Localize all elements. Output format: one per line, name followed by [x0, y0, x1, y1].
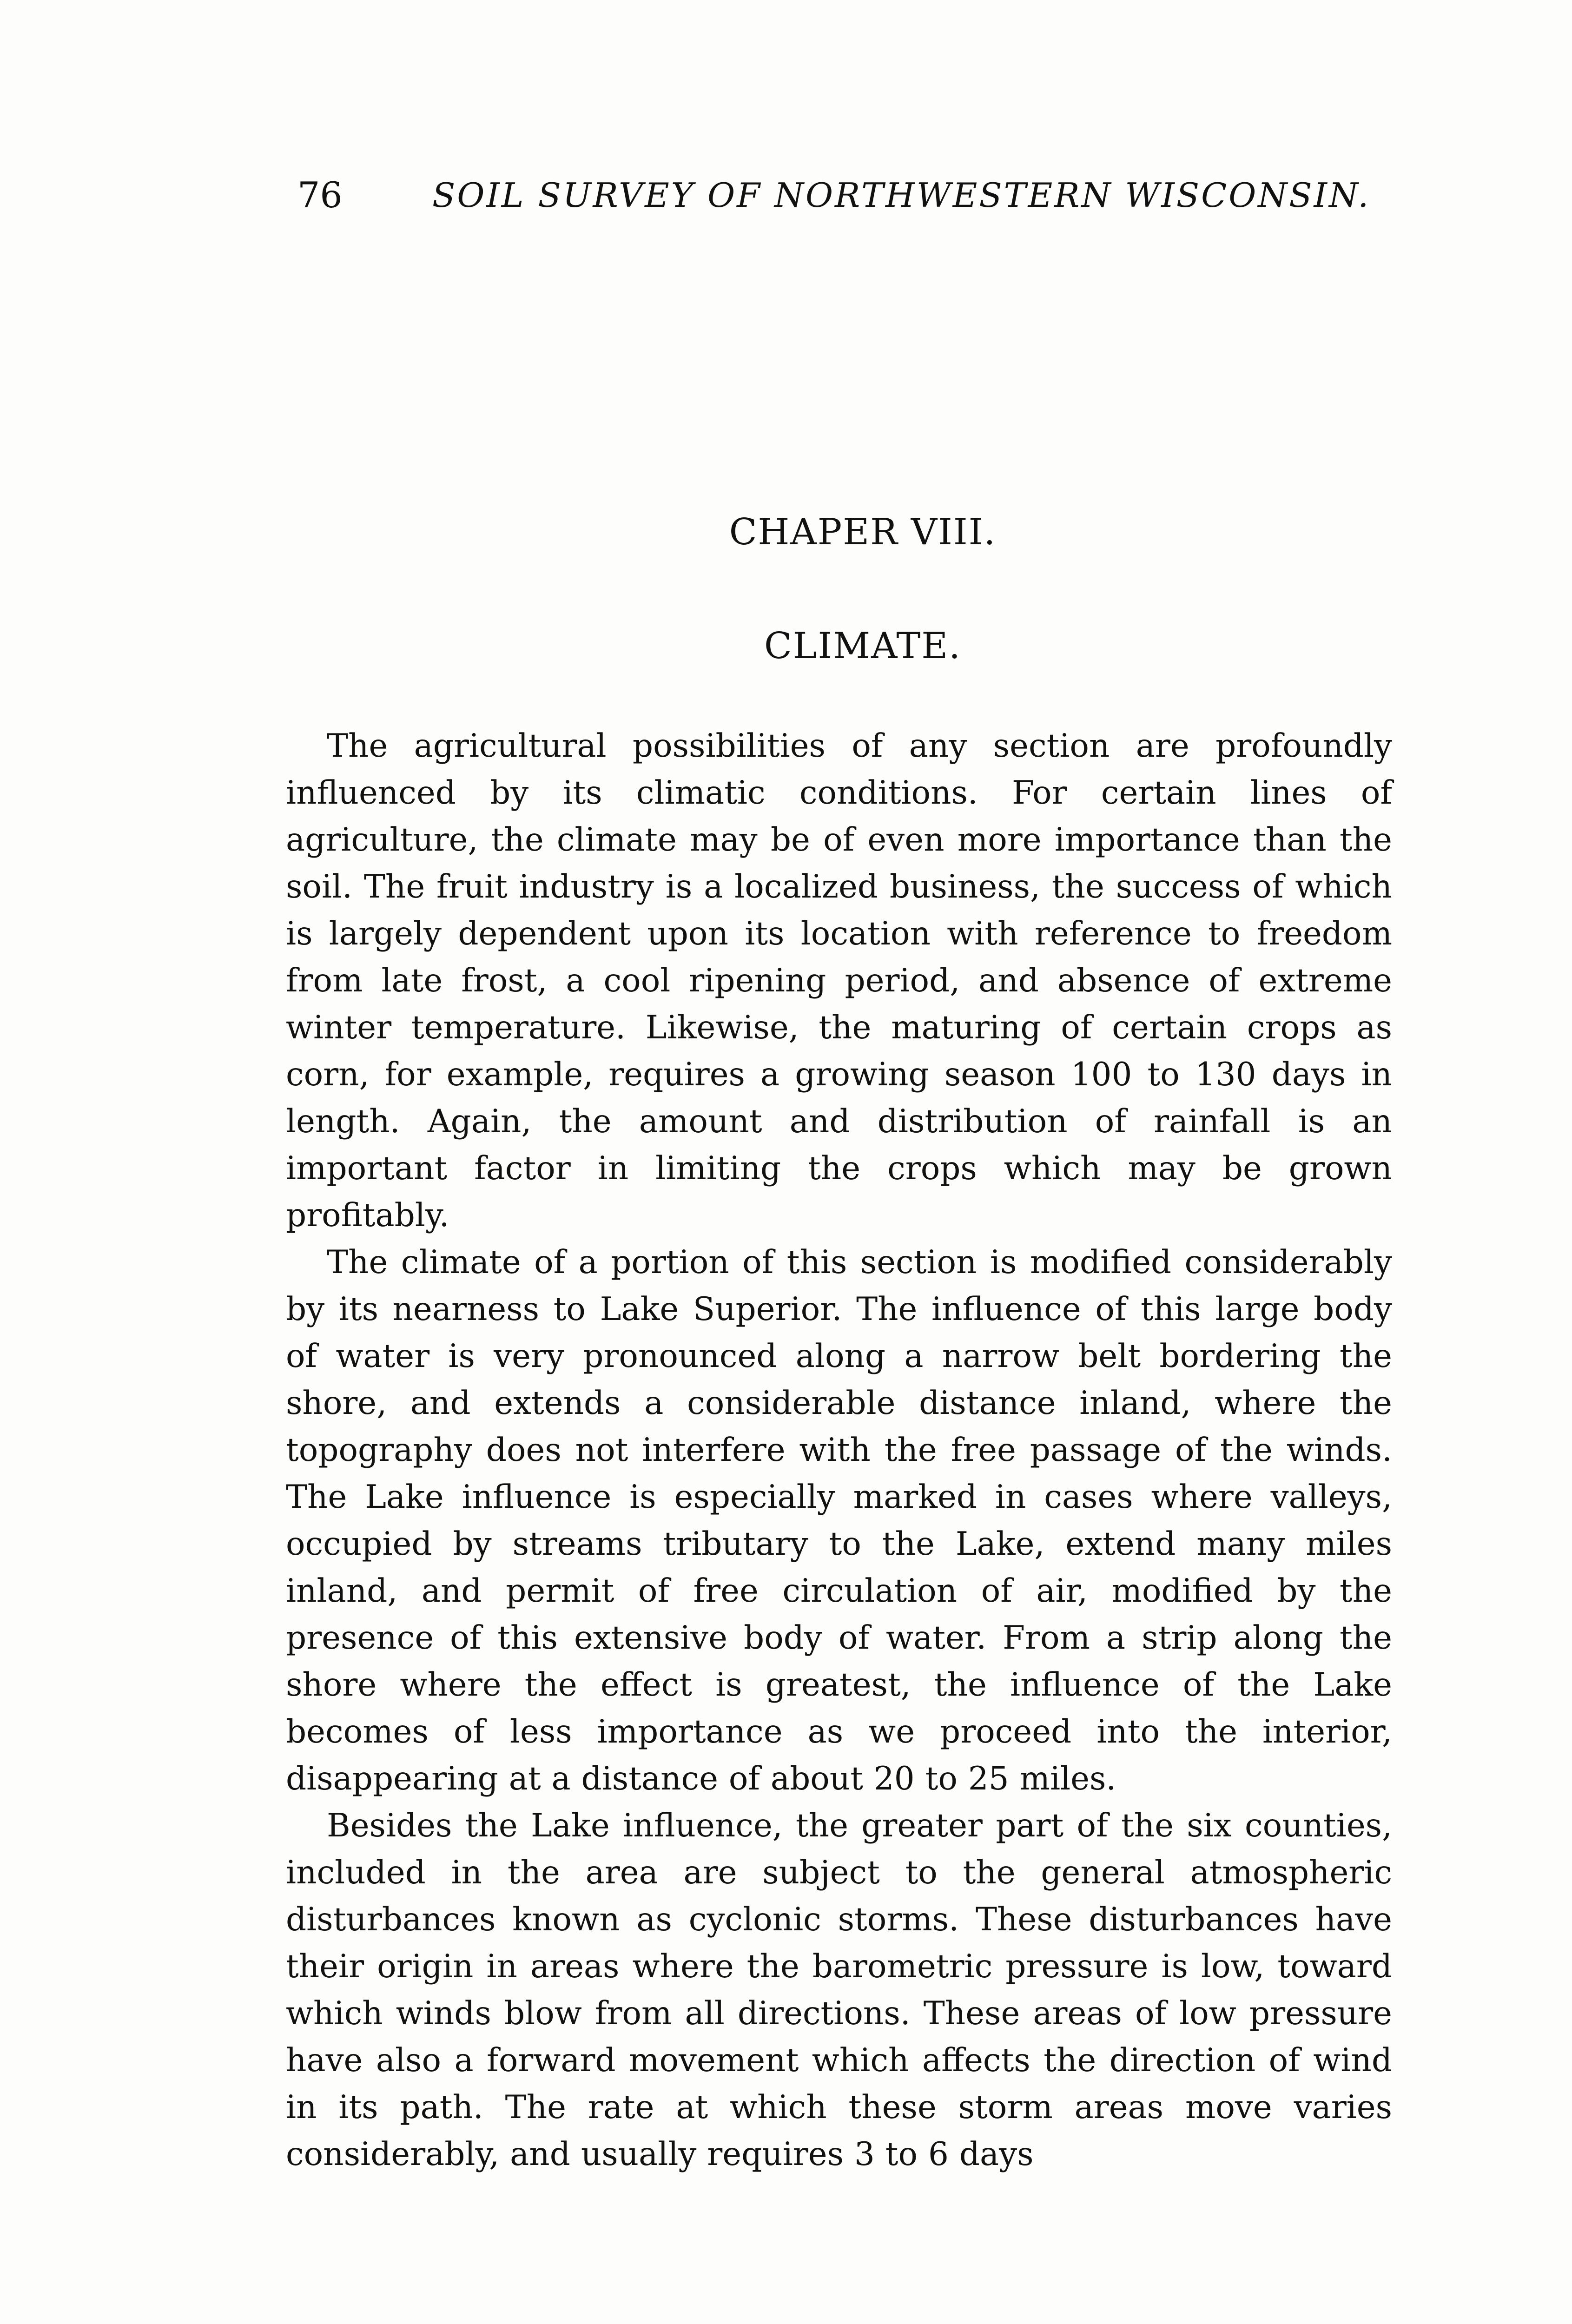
body-text: [286, 723, 1392, 2178]
running-title: SOIL SURVEY OF NORTHWESTERN WISCONSIN.: [432, 176, 1371, 215]
paragraph-3: Besides the Lake influence, the greater part of the six counties, included in the area are subject to the general atmospheric disturbances known as cyclonic storms. These disturbances have their origin in areas where the barometric pressure is low, toward which winds blow from all directions. These areas of low pressure have also a forward movement which affects the direction of wind in its path. The rate at which these storm areas move varies considerably, and usually requires 3 to 6 days: [286, 1807, 1392, 2173]
paragraph-2: The climate of a portion of this section is modified considerably by its nearness to Lake Superior. The influence of this large body of water is very pronounced along a narrow belt bordering the shore, and extends a considerable distance inland, where the topography does not interfere with the free passage of the winds. The Lake influence is especially marked in cases where valleys, occupied by streams tributary to the Lake, extend many miles inland, and permit of free circulation of air, modified by the presence of this extensive body of water. From a strip along the shore where the effect is greatest, the influence of the Lake becomes of less importance as we proceed into the interior, disappearing at a distance of about 20 to 25 miles.: [286, 1244, 1392, 1797]
running-head: [297, 170, 1394, 221]
chapter-heading: CHAPER VIII.: [729, 511, 997, 553]
page-number: 76: [297, 174, 343, 216]
chapter-title: CLIMATE.: [764, 625, 961, 667]
paragraph-1: The agricultural possibilities of any section are profoundly influenced by its climatic conditions. For certain lines of agriculture, the climate may be of even more importance than the soil. The fruit industry is a localized business, the success of which is largely dependent upon its location with reference to freedom from late frost, a cool ripening period, and absence of extreme winter temperature. Likewise, the maturing of certain crops as corn, for example, requires a growing season 100 to 130 days in length. Again, the amount and distribution of rainfall is an important factor in limiting the crops which may be grown profitably.: [286, 727, 1392, 1234]
